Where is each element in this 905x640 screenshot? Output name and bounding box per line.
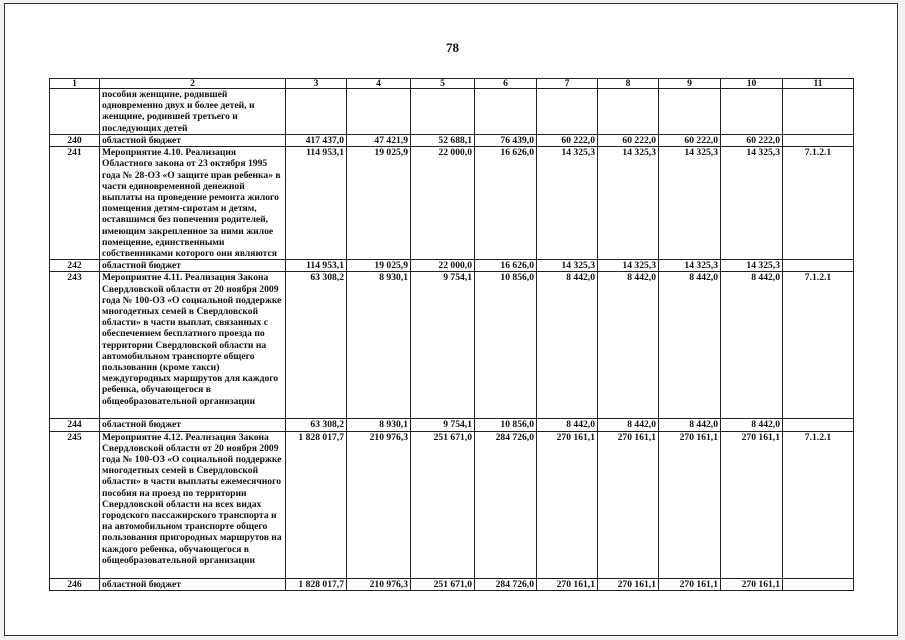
amount-cell: 8 442,0 bbox=[598, 272, 659, 419]
amount-cell: 63 308,2 bbox=[286, 419, 347, 431]
amount-cell: 251 671,0 bbox=[411, 578, 475, 590]
target-cell bbox=[783, 578, 854, 590]
amount-cell: 22 000,0 bbox=[411, 147, 475, 260]
target-cell: 7.1.2.1 bbox=[783, 431, 854, 578]
column-header: 8 bbox=[598, 79, 659, 89]
amount-cell: 270 161,1 bbox=[659, 578, 721, 590]
row-number: 246 bbox=[50, 578, 100, 590]
amount-cell: 1 828 017,7 bbox=[286, 431, 347, 578]
row-number: 240 bbox=[50, 135, 100, 147]
amount-cell: 270 161,1 bbox=[537, 431, 598, 578]
amount-cell: 14 325,3 bbox=[537, 260, 598, 272]
target-cell bbox=[783, 419, 854, 431]
amount-cell: 19 025,9 bbox=[347, 147, 411, 260]
amount-cell: 270 161,1 bbox=[537, 578, 598, 590]
column-header: 4 bbox=[347, 79, 411, 89]
amount-cell: 8 442,0 bbox=[537, 272, 598, 419]
column-header: 1 bbox=[50, 79, 100, 89]
amount-cell: 210 976,3 bbox=[347, 578, 411, 590]
column-header: 7 bbox=[537, 79, 598, 89]
amount-cell: 270 161,1 bbox=[598, 431, 659, 578]
budget-row bbox=[50, 578, 854, 590]
row-number: 243 bbox=[50, 272, 100, 419]
column-header: 3 bbox=[286, 79, 347, 89]
amount-cell: 76 439,0 bbox=[475, 135, 537, 147]
budget-table bbox=[49, 78, 854, 591]
row-description: Мероприятие 4.11. Реализация Закона Свердловской области от 20 ноября 2009 года № 100-ОЗ «О социальной поддержке многодетных семей в Свердловской области» в части выплат, связанных с обеспечением бесплатного проезда по территории Свердловской области на автомобильном транспорте общего пользования (кроме такси) междугородных маршрутов для каждого ребенка, обучающегося в общеобразовательной организации bbox=[100, 272, 286, 419]
header-row bbox=[50, 79, 854, 89]
budget-row bbox=[50, 260, 854, 272]
column-header: 2 bbox=[100, 79, 286, 89]
target-cell bbox=[783, 135, 854, 147]
amount-cell: 8 442,0 bbox=[659, 272, 721, 419]
amount-cell: 10 856,0 bbox=[475, 272, 537, 419]
amount-cell: 60 222,0 bbox=[659, 135, 721, 147]
amount-cell: 14 325,3 bbox=[598, 260, 659, 272]
amount-cell: 114 953,1 bbox=[286, 260, 347, 272]
row-description: Мероприятие 4.10. Реализация Областного закона от 23 октября 1995 года № 28-ОЗ «О защите прав ребенка» в части единовременной денежной выплаты на проведение ремонта жилого помещения детям-сиротам и детям, оставшимся без попечения родителей, имеющим закрепленное за ними жилое помещение, единственными собственниками которого они являются bbox=[100, 147, 286, 260]
target-cell: 7.1.2.1 bbox=[783, 272, 854, 419]
row-description: областной бюджет bbox=[100, 578, 286, 590]
amount-cell: 10 856,0 bbox=[475, 419, 537, 431]
amount-cell: 8 442,0 bbox=[598, 419, 659, 431]
amount-cell: 14 325,3 bbox=[598, 147, 659, 260]
amount-cell: 8 442,0 bbox=[721, 419, 783, 431]
amount-cell: 270 161,1 bbox=[721, 578, 783, 590]
row-description: областной бюджет bbox=[100, 419, 286, 431]
activity-row bbox=[50, 147, 854, 260]
table-body bbox=[50, 79, 854, 591]
row-description: областной бюджет bbox=[100, 135, 286, 147]
amount-cell: 60 222,0 bbox=[721, 135, 783, 147]
row-description: областной бюджет bbox=[100, 260, 286, 272]
amount-cell: 63 308,2 bbox=[286, 272, 347, 419]
amount-cell: 14 325,3 bbox=[537, 147, 598, 260]
amount-cell: 251 671,0 bbox=[411, 431, 475, 578]
amount-cell: 22 000,0 bbox=[411, 260, 475, 272]
row-number: 241 bbox=[50, 147, 100, 260]
column-header: 9 bbox=[659, 79, 721, 89]
amount-cell: 16 626,0 bbox=[475, 147, 537, 260]
column-header: 5 bbox=[411, 79, 475, 89]
amount-cell: 210 976,3 bbox=[347, 431, 411, 578]
amount-cell: 8 442,0 bbox=[537, 419, 598, 431]
amount-cell: 14 325,3 bbox=[721, 260, 783, 272]
row-description: Мероприятие 4.12. Реализация Закона Свердловской области от 20 ноября 2009 года № 100-ОЗ «О социальной поддержке многодетных семей в Свердловской области» в части выплаты ежемесячного пособия на проезд по территории Свердловской области на всех видах городского пассажирского транспорта и на автомобильном транспорте общего пользования пригородных маршрутов на каждого ребенка, обучающегося в общеобразовательной организации bbox=[100, 431, 286, 578]
amount-cell: 52 688,1 bbox=[411, 135, 475, 147]
amount-cell: 284 726,0 bbox=[475, 431, 537, 578]
budget-row bbox=[50, 419, 854, 431]
amount-cell: 60 222,0 bbox=[598, 135, 659, 147]
amount-cell: 8 442,0 bbox=[721, 272, 783, 419]
amount-cell: 9 754,1 bbox=[411, 419, 475, 431]
amount-cell: 16 626,0 bbox=[475, 260, 537, 272]
amount-cell: 47 421,9 bbox=[347, 135, 411, 147]
row-number: 242 bbox=[50, 260, 100, 272]
amount-cell: 19 025,9 bbox=[347, 260, 411, 272]
column-header: 6 bbox=[475, 79, 537, 89]
column-header: 10 bbox=[721, 79, 783, 89]
row-number: 245 bbox=[50, 431, 100, 578]
amount-cell: 9 754,1 bbox=[411, 272, 475, 419]
amount-cell: 14 325,3 bbox=[659, 147, 721, 260]
activity-row bbox=[50, 431, 854, 578]
amount-cell: 8 442,0 bbox=[659, 419, 721, 431]
amount-cell: 8 930,1 bbox=[347, 419, 411, 431]
amount-cell: 8 930,1 bbox=[347, 272, 411, 419]
budget-row bbox=[50, 135, 854, 147]
target-cell bbox=[783, 260, 854, 272]
amount-cell: 270 161,1 bbox=[598, 578, 659, 590]
amount-cell: 417 437,0 bbox=[286, 135, 347, 147]
activity-row bbox=[50, 272, 854, 419]
row-number: 244 bbox=[50, 419, 100, 431]
target-cell: 7.1.2.1 bbox=[783, 147, 854, 260]
amount-cell: 14 325,3 bbox=[659, 260, 721, 272]
amount-cell: 284 726,0 bbox=[475, 578, 537, 590]
amount-cell: 1 828 017,7 bbox=[286, 578, 347, 590]
page-number: 78 bbox=[446, 40, 459, 55]
amount-cell: 14 325,3 bbox=[721, 147, 783, 260]
amount-cell: 270 161,1 bbox=[721, 431, 783, 578]
continuation-row bbox=[50, 89, 854, 135]
amount-cell: 114 953,1 bbox=[286, 147, 347, 260]
amount-cell: 270 161,1 bbox=[659, 431, 721, 578]
amount-cell: 60 222,0 bbox=[537, 135, 598, 147]
continuation-text: пособия женщине, родившей одновременно двух и более детей, и женщине, родившей третьего и последующих детей bbox=[100, 89, 286, 135]
column-header: 11 bbox=[783, 79, 854, 89]
